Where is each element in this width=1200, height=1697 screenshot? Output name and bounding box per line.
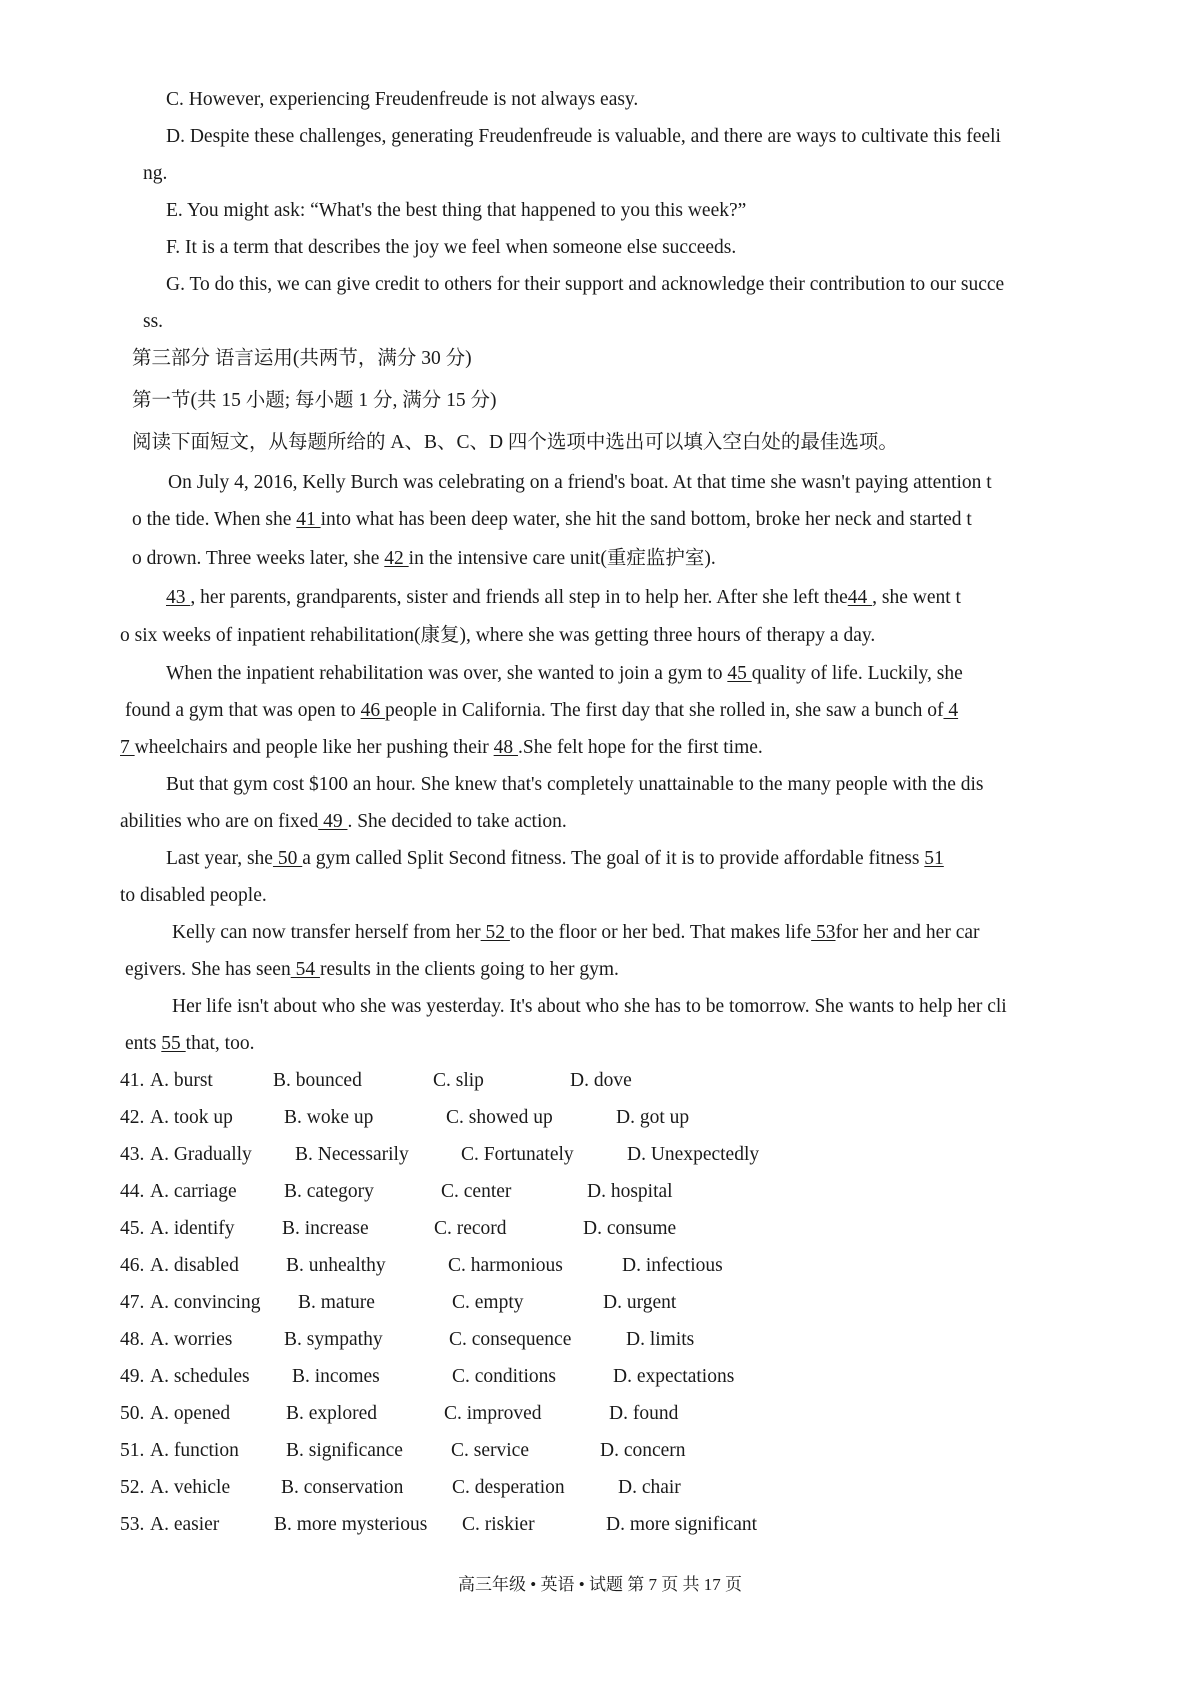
blank-55: 55: [161, 1033, 186, 1054]
choice-b: B. conservation: [281, 1477, 404, 1498]
option-d-prev-cont: ng.: [143, 163, 168, 184]
choice-a: A. easier: [150, 1514, 220, 1535]
choice-c: C. harmonious: [448, 1255, 563, 1276]
page-footer: 高三年级 • 英语 • 试题 第 7 页 共 17 页: [458, 1575, 742, 1594]
choice-d: D. infectious: [622, 1255, 723, 1276]
passage-line: Last year, she 50 a gym called Split Second fitness. The goal of it is to provide affordable fitness 51: [166, 848, 944, 869]
passage-line: found a gym that was open to 46 people in California. The first day that she rolled in, she saw a bunch of 4: [125, 700, 959, 721]
choice-d: D. expectations: [613, 1366, 735, 1387]
choice-c: C. conditions: [452, 1366, 557, 1387]
choice-c: C. consequence: [449, 1329, 572, 1350]
choice-a: A. carriage: [150, 1181, 237, 1202]
passage-line: Kelly can now transfer herself from her 52 to the floor or her bed. That makes life 53for her and her car: [172, 922, 980, 943]
passage-line: egivers. She has seen 54 results in the clients going to her gym.: [125, 959, 619, 980]
instruction: 阅读下面短文，从每题所给的 A、B、C、D 四个选项中选出可以填入空白处的最佳选项。: [132, 432, 898, 453]
blank-44: 44: [847, 587, 873, 608]
choice-a: A. opened: [150, 1403, 231, 1424]
option-d-prev: D. Despite these challenges, generating Freudenfreude is valuable, and there are ways to cultivate this feeli: [166, 126, 1001, 147]
choice-c: C. record: [434, 1218, 507, 1239]
blank-48: 48: [493, 737, 519, 758]
choice-c: C. desperation: [452, 1477, 565, 1498]
option-c-prev: C. However, experiencing Freudenfreude is not always easy.: [166, 89, 639, 110]
choice-b: B. sympathy: [284, 1329, 383, 1350]
choice-d: D. urgent: [603, 1292, 677, 1313]
passage-line: ents 55 that, too.: [125, 1033, 255, 1054]
choice-b: B. unhealthy: [286, 1255, 386, 1276]
blank-51: 51: [924, 848, 944, 869]
blank-42: 42: [384, 548, 409, 569]
choice-d: D. limits: [626, 1329, 695, 1350]
choice-a: A. worries: [150, 1329, 233, 1350]
choice-d: D. dove: [570, 1070, 632, 1091]
choice-d: D. consume: [583, 1218, 677, 1239]
choice-c: C. Fortunately: [461, 1144, 574, 1165]
choice-c: C. showed up: [446, 1107, 553, 1128]
choice-a: A. took up: [150, 1107, 233, 1128]
option-g-prev-cont: ss.: [143, 311, 164, 332]
blank-47-cont: 7: [120, 737, 135, 758]
choice-b: B. explored: [286, 1403, 377, 1424]
choice-d: D. found: [609, 1403, 679, 1424]
choice-b: B. mature: [298, 1292, 375, 1313]
choice-d: D. Unexpectedly: [627, 1144, 760, 1165]
exam-page: C. However, experiencing Freudenfreude is not always easy. D. Despite these challenges, generating Freudenfreude is valuable, and there are ways to cultivate this feeli ng. E. You might ask: “What's the best thing that happened to you this week?” F. It is a term that describes the joy we feel when someone else succeeds. G. To do this, we can give credit to others for their support and acknowledge their contribution to our succe ss. 第三部分 语言运用(共两节，满分 30 分) 第一节(共 15 小题; 每小题 1 分, 满分 15 分) 阅读下面短文，从每题所给的 A、B、C、D 四个选项中选出可以填入空白处的最佳选项。 On July 4, 2016, Kelly Burch was celebrating on a friend's boat. At that time she wasn't paying attention t o the tide. When she 41 into what has been deep water, she hit the sand bottom, broke her neck and started t o drown. Three weeks later, she 42 in the intensive care unit(重症监护室). 43 , her parents, grandparents, sister and friends all step in to help her. After she left the44 , she went t o six weeks of inpatient rehabilitation(康复), where she was getting three hours of therapy a day. When the inpatient rehabilitation was over, she wanted to join a gym to 45 quality of life. Luckily, she found a gym that was open to 46 people in California. The first day that she rolled in, she saw a bunch of 4 7 wheelchairs and people like her pushing their 48 .She felt hope for the first time. But that gym cost $100 an hour. She knew that's completely unattainable to the many people with the dis abilities who are on fixed 49 . She decided to take action. Last year, she 50 a gym called Split Second fitness. The goal of it is to provide affordable fitness 51 to disabled people. Kelly can now transfer herself from her 52 to the floor or her bed. That makes life 53for her and her car egivers. She has seen 54 results in the clients going to her gym. Her life isn't about who she was yesterday. It's about who she has to be tomorrow. She wants to help her cli ents 55 that, too. 41. A. burst B. bounced C. slip D. dove 42. A. took up B. woke up C. showed up D. got up 43. A. Gradually B. Necessarily C. Fortunately D. Unexpectedly 44. A. carriage B. category C. center D. hospital 45. A. identify B. increase C. record D. consume 46. A. disabled B. unhealthy C. harmonious D. infectious 47. A. convincing B. mature C. empty D. urgent 48. A. worries B. sympathy C. consequence D. limits 49. A. schedules B. incomes C. conditions D. expectations 50. A. opened B. explored C. improved D. found 51. A. function B. significance C. service D. concern 52. A. vehicle B. conservation C. desperation D. chair 53. A. easier B. more mysterious C. riskier D. more significant 高三年级 • 英语 • 试题 第 7 页 共 17 页: [0, 0, 1200, 1697]
section-subtitle: 第一节(共 15 小题; 每小题 1 分, 满分 15 分): [132, 390, 497, 411]
passage-line: But that gym cost $100 an hour. She knew that's completely unattainable to the many people with the dis: [166, 774, 984, 795]
blank-43: 43: [166, 587, 191, 608]
choice-a: A. burst: [150, 1070, 213, 1091]
passage-line: o drown. Three weeks later, she 42 in the intensive care unit(重症监护室).: [132, 548, 716, 569]
passage-line: When the inpatient rehabilitation was over, she wanted to join a gym to 45 quality of life. Luckily, she: [166, 663, 963, 684]
passage-line: 7 wheelchairs and people like her pushing their 48 .She felt hope for the first time.: [120, 737, 763, 758]
choice-b: B. bounced: [273, 1070, 362, 1091]
choice-b: B. more mysterious: [274, 1514, 428, 1535]
choice-a: A. identify: [150, 1218, 235, 1239]
blank-41: 41: [296, 509, 321, 530]
blank-54: 54: [290, 959, 320, 980]
choice-b: B. category: [284, 1181, 374, 1202]
passage-line: abilities who are on fixed 49 . She decided to take action.: [120, 811, 567, 832]
choice-a: A. function: [150, 1440, 239, 1461]
blank-50: 50: [272, 848, 303, 869]
option-f-prev: F. It is a term that describes the joy we feel when someone else succeeds.: [166, 237, 737, 258]
choice-a: A. schedules: [150, 1366, 250, 1387]
choice-c: C. riskier: [462, 1514, 535, 1535]
option-g-prev: G. To do this, we can give credit to others for their support and acknowledge their contribution to our succe: [166, 274, 1005, 295]
choice-d: D. chair: [618, 1477, 681, 1498]
passage-line: o the tide. When she 41 into what has been deep water, she hit the sand bottom, broke her neck and started t: [132, 509, 972, 530]
choice-a: A. convincing: [150, 1292, 261, 1313]
option-e-prev: E. You might ask: “What's the best thing that happened to you this week?”: [166, 200, 747, 221]
passage-line: 43 , her parents, grandparents, sister and friends all step in to help her. After she left the44 , she went t: [166, 587, 961, 608]
choice-c: C. slip: [433, 1070, 484, 1091]
passage-line: o six weeks of inpatient rehabilitation(康复), where she was getting three hours of therapy a day.: [120, 625, 876, 646]
choice-a: A. Gradually: [150, 1144, 252, 1165]
blank-53: 53: [811, 922, 836, 943]
choice-b: B. Necessarily: [295, 1144, 409, 1165]
part-title: 第三部分 语言运用(共两节，满分 30 分): [132, 348, 472, 369]
choice-d: D. concern: [600, 1440, 686, 1461]
blank-47: 4: [943, 700, 959, 721]
choice-c: C. service: [451, 1440, 529, 1461]
choice-c: C. improved: [444, 1403, 542, 1424]
choice-a: A. disabled: [150, 1255, 239, 1276]
choice-c: C. empty: [452, 1292, 524, 1313]
choice-b: B. significance: [286, 1440, 403, 1461]
passage-line: On July 4, 2016, Kelly Burch was celebrating on a friend's boat. At that time she wasn't paying attention t: [168, 472, 992, 493]
blank-46: 46: [360, 700, 385, 721]
choice-b: B. incomes: [292, 1366, 380, 1387]
passage-line: to disabled people.: [120, 885, 267, 906]
choice-a: A. vehicle: [150, 1477, 231, 1498]
choice-c: C. center: [441, 1181, 512, 1202]
choice-b: B. woke up: [284, 1107, 374, 1128]
blank-45: 45: [727, 663, 752, 684]
choice-d: D. hospital: [587, 1181, 673, 1202]
blank-49: 49: [318, 811, 348, 832]
choice-d: D. more significant: [606, 1514, 758, 1535]
choice-b: B. increase: [282, 1218, 369, 1239]
blank-52: 52: [480, 922, 510, 943]
choice-d: D. got up: [616, 1107, 690, 1128]
passage-line: Her life isn't about who she was yesterday. It's about who she has to be tomorrow. She wants to help her cli: [172, 996, 1007, 1017]
